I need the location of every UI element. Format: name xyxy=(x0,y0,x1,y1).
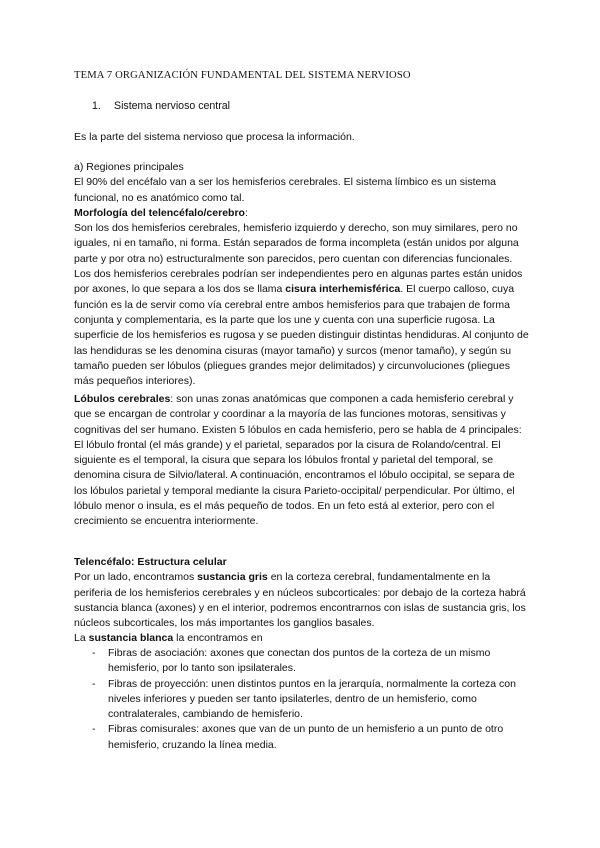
morfologia-heading: Morfología del telencéfalo/cerebro xyxy=(74,206,245,219)
sustancia-blanca-line: La sustancia blanca la encontramos en xyxy=(74,632,263,645)
regiones-section xyxy=(74,160,529,389)
list-item: - Fibras de asociación: axones que conectan dos puntos de la corteza de un mismo hemisferio, por lo tanto son ipsilaterales. xyxy=(92,647,491,675)
regiones-heading: a) Regiones principales xyxy=(74,161,184,173)
lobulos-text: El lóbulo frontal (el más grande) y el parietal, separados por la cisura de Rolando/central. El siguiente es el temporal, la cisura que separa los lóbulos frontal y parietal del temporal, se denomina cisura de Silvio/lateral. A continuación, encontramos el lóbulo occipital, se separa de los lóbulos parietal y temporal mediante la cisura Parieto-occipital/ perpendicular. Por último, el lóbulo menor o insula, es el más pequeño de todos. En un feto está al exterior, pero con el crecimiento se encuentra interiormente. xyxy=(74,438,515,528)
numbered-heading xyxy=(92,100,230,112)
morfologia-text: Son los dos hemisferios cerebrales, hemisferio izquierdo y derecho, son muy similares, pero no iguales, ni en tamaño, ni forma. Están separados de forma incompleta (están unidos por alguna parte y por otra no) estructuralmente son parecidos, pero cuentan con diferencias funcionales. Los dos hemisferios cerebrales podrían ser independientes pero en algunas partes están unidos por axones, lo que separa a los dos se llama cisura interhemisférica. El cuerpo calloso, cuya función es la de servir como vía cerebral entre ambos hemisferios para que trabajen de forma conjunta y complementaria, es la parte que los une y cuenta con una superficie rugosa. La superficie de los hemisferios es rugosa y se pueden distinguir distintas hendiduras. Al conjunto de las hendiduras se les denomina cisuras (mayor tamaño) y surcos (menor tamaño), y según su tamaño pueden ser lóbulos (pliegues grandes mejor delimitados) y circunvoluciones (pliegues más pequeños interiores). xyxy=(74,222,529,388)
lobulos-heading: Lóbulos cerebrales xyxy=(74,393,171,405)
lobulos-paragraph: Lóbulos cerebrales: son unas zonas anatómicas que componen a cada hemisferio cerebral y que se encargan de controlar y coordinar a la mayoría de las funciones motoras, sensitivas y cognitivas del ser humano. Existen 5 lóbulos en cada hemisferio, pero se habla de 4 principales: xyxy=(74,393,522,436)
intro-paragraph: Es la parte del sistema nervioso que procesa la información. xyxy=(74,131,355,143)
morfologia-paragraph: Morfología del telencéfalo/cerebro: xyxy=(74,206,248,219)
telencefalo-text: Por un lado, encontramos sustancia gris en la corteza cerebral, fundamentalmente en la periferia de los hemisferios cerebrales y en núcleos subcorticales: por debajo de la corteza habrá sustancia blanca (axones) y en el interior, podremos encontrarnos con islas de sustancia gris, los núcleos subcorticales, los más importantes los ganglios basales. xyxy=(74,571,526,630)
lobulos-section xyxy=(74,392,529,530)
regiones-text: El 90% del encéfalo van a ser los hemisferios cerebrales. El sistema límbico es un sistema funcional, no es anatómico como tal. xyxy=(74,176,496,204)
list-item: - Fibras de proyección: unen distintos puntos en la jerarquía, normalmente la corteza con niveles inferiores y pueden ser tanto ipsilaterles, dentro de un hemisferio, como contralaterales, cambiando de hemisferio. xyxy=(92,677,516,721)
fibras-list xyxy=(74,646,529,753)
telencefalo-section xyxy=(74,555,529,647)
telencefalo-heading: Telencéfalo: Estructura celular xyxy=(74,556,227,568)
numbered-heading-text: Sistema nervioso central xyxy=(114,100,230,112)
list-number: 1. xyxy=(92,100,101,112)
document-title: TEMA 7 ORGANIZACIÓN FUNDAMENTAL DEL SISTEMA NERVIOSO xyxy=(74,70,411,81)
list-item: - Fibras comisurales: axones que van de un punto de un hemisferio a un punto de otro hemisferio, cruzando la línea media. xyxy=(92,723,504,751)
